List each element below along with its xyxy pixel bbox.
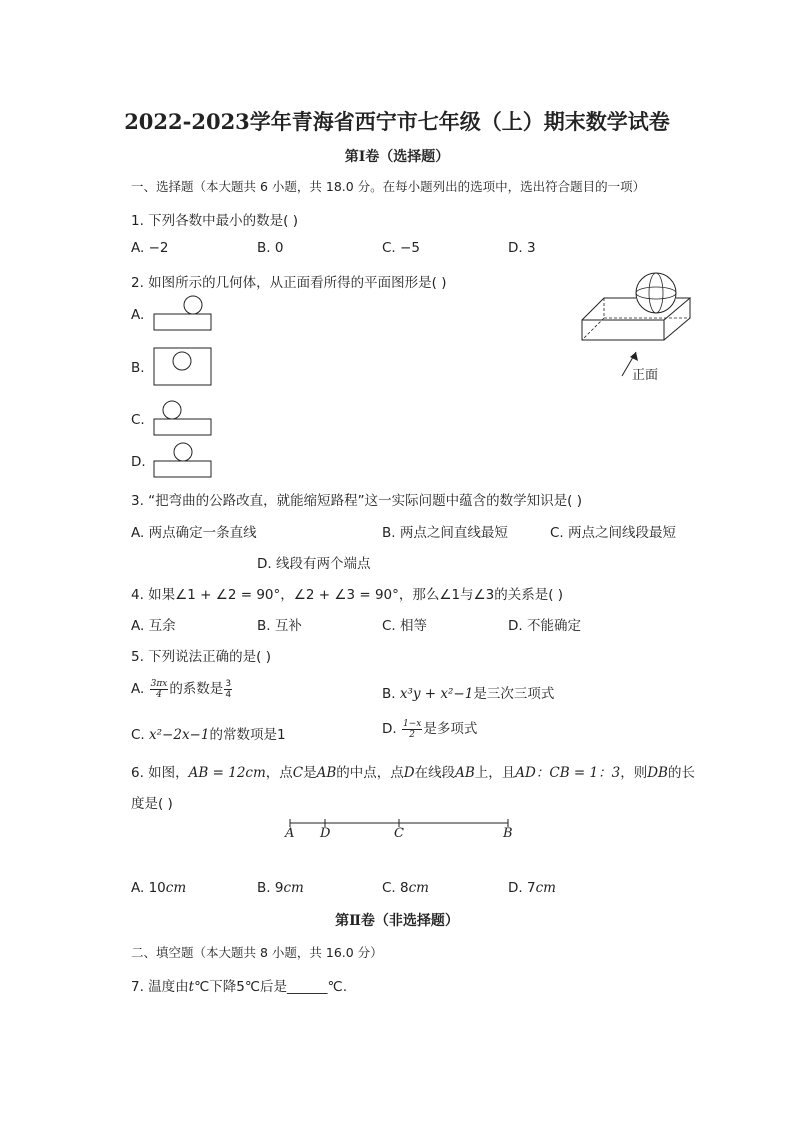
q2-option-d: D. (131, 454, 146, 470)
q7-answer-blank: ______ (287, 979, 328, 995)
q2-figure-c (152, 400, 214, 440)
q5-b-expr: x³y + x²−1 (399, 686, 474, 702)
q5-b-prefix: B. (382, 686, 396, 702)
section2-heading: 二、填空题（本大题共 8 小题，共 16.0 分） (131, 945, 383, 960)
q6-unit: cm (165, 880, 187, 896)
q6-unit: cm (283, 880, 304, 896)
q6-stem-text: 的长 (667, 765, 695, 781)
q1-stem: 1. 下列各数中最小的数是( ) (131, 213, 298, 229)
q2-figure-d (152, 442, 214, 482)
q3-option-d: D. 线段有两个端点 (257, 556, 371, 572)
q5-d-denominator: 2 (409, 729, 416, 740)
q2-front-label: 正面 (632, 368, 659, 383)
q7-variable: t (188, 979, 195, 995)
q6-stem-text: 上，且 (474, 765, 516, 781)
section1-heading: 一、选择题（本大题共 6 小题，共 18.0 分。在每小题列出的选项中，选出符合题目的一项） (131, 179, 646, 194)
q6-option-c-text: C. 8 (382, 880, 409, 896)
q6-math: AB (316, 765, 337, 781)
q1-option-a: A. −2 (131, 240, 169, 256)
q5-a-fraction2 (224, 679, 232, 700)
q6-stem-text: 是 (303, 765, 317, 781)
q5-a-fraction (150, 679, 169, 700)
q6-math: DB (647, 765, 668, 781)
q6-point-d: D (320, 826, 331, 841)
q6-unit: cm (408, 880, 429, 896)
q3-stem: 3. “把弯曲的公路改直，就能缩短路程”这一实际问题中蕴含的数学知识是( ) (131, 493, 582, 509)
q6-option-a (131, 880, 186, 896)
q5-option-d (382, 717, 477, 740)
q6-math: AB (455, 765, 475, 781)
page-title: 2022-2023学年青海省西宁市七年级（上）期末数学试卷 (124, 109, 670, 134)
q3-option-c: C. 两点之间线段最短 (550, 525, 677, 541)
q6-stem-text: 6. 如图， (131, 765, 189, 781)
q4-stem: 4. 如果∠1 + ∠2 = 90°，∠2 + ∠3 = 90°，那么∠1与∠3的关系是( ) (131, 587, 564, 603)
q6-math: AB = 12cm (188, 765, 266, 781)
q6-stem-text: ，则 (620, 765, 648, 781)
q7-text: 7. 温度由 (131, 979, 189, 995)
q5-c-prefix: C. (131, 727, 145, 743)
q6-point-a: A (285, 826, 295, 841)
q6-math: D (403, 765, 415, 781)
q5-d-text: 是多项式 (423, 721, 478, 737)
q7-text: ℃. (327, 979, 347, 995)
q6-point-b: B (503, 826, 513, 841)
q5-d-fraction (402, 719, 422, 740)
q1-option-c: C. −5 (382, 240, 420, 256)
q5-option-c (131, 723, 286, 743)
q6-math: AD：CB = 1：3 (515, 765, 621, 781)
q5-option-b (382, 682, 554, 702)
q5-d-prefix: D. (382, 721, 397, 737)
q2-stem: 2. 如图所示的几何体，从正面看所得的平面图形是( ) (131, 275, 447, 291)
q4-option-c: C. 相等 (382, 618, 428, 634)
q1-option-b: B. 0 (257, 240, 284, 256)
part2-heading: 第Ⅱ卷（非选择题） (335, 913, 459, 929)
q6-option-d (508, 880, 556, 896)
q5-a-text: 的系数是 (169, 681, 224, 697)
q3-option-a: A. 两点确定一条直线 (131, 525, 257, 541)
q7-text: ℃下降5℃后是 (194, 979, 288, 995)
q5-a-denominator: 4 (156, 689, 162, 700)
q5-c-text: 的常数项是1 (209, 727, 286, 743)
q2-option-c: C. (131, 412, 145, 428)
q5-option-a (131, 677, 233, 700)
q2-figure-b (152, 346, 214, 388)
q4-option-d: D. 不能确定 (508, 618, 581, 634)
q6-stem-text: ，点 (265, 765, 293, 781)
q6-option-b-text: B. 9 (257, 880, 284, 896)
q5-a-numerator: 3πx (150, 678, 168, 689)
q6-math: C (292, 765, 304, 781)
q5-c-expr: x²−2x−1 (149, 727, 210, 743)
q6-point-c: C (394, 826, 404, 841)
q6-option-d-text: D. 7 (508, 880, 536, 896)
q2-option-b: B. (131, 360, 145, 376)
part1-heading: 第Ⅰ卷（选择题） (344, 149, 450, 165)
q6-stem-line1 (131, 761, 695, 781)
q2-option-a: A. (131, 307, 145, 323)
q5-a-denominator2: 4 (225, 689, 232, 700)
q6-stem-line2: 度是( ) (131, 796, 173, 812)
q5-a-numerator2: 3 (225, 678, 232, 689)
q3-option-b: B. 两点之间直线最短 (382, 525, 508, 541)
q2-figure-a (152, 295, 214, 335)
q5-b-text: 是三次三项式 (473, 686, 555, 702)
q4-option-b: B. 互补 (257, 618, 302, 634)
q4-option-a: A. 互余 (131, 618, 176, 634)
q6-stem-text: 的中点，点 (336, 765, 404, 781)
q6-option-a-text: A. 10 (131, 880, 166, 896)
q6-stem-text: 在线段 (414, 765, 456, 781)
q6-unit: cm (535, 880, 556, 896)
q6-option-c (382, 880, 429, 896)
q6-option-b (257, 880, 304, 896)
q5-d-numerator: 1−x (402, 718, 422, 729)
q5-stem: 5. 下列说法正确的是( ) (131, 649, 271, 665)
q1-option-d: D. 3 (508, 240, 536, 256)
q7-stem (131, 975, 347, 995)
q5-a-prefix: A. (131, 681, 145, 697)
